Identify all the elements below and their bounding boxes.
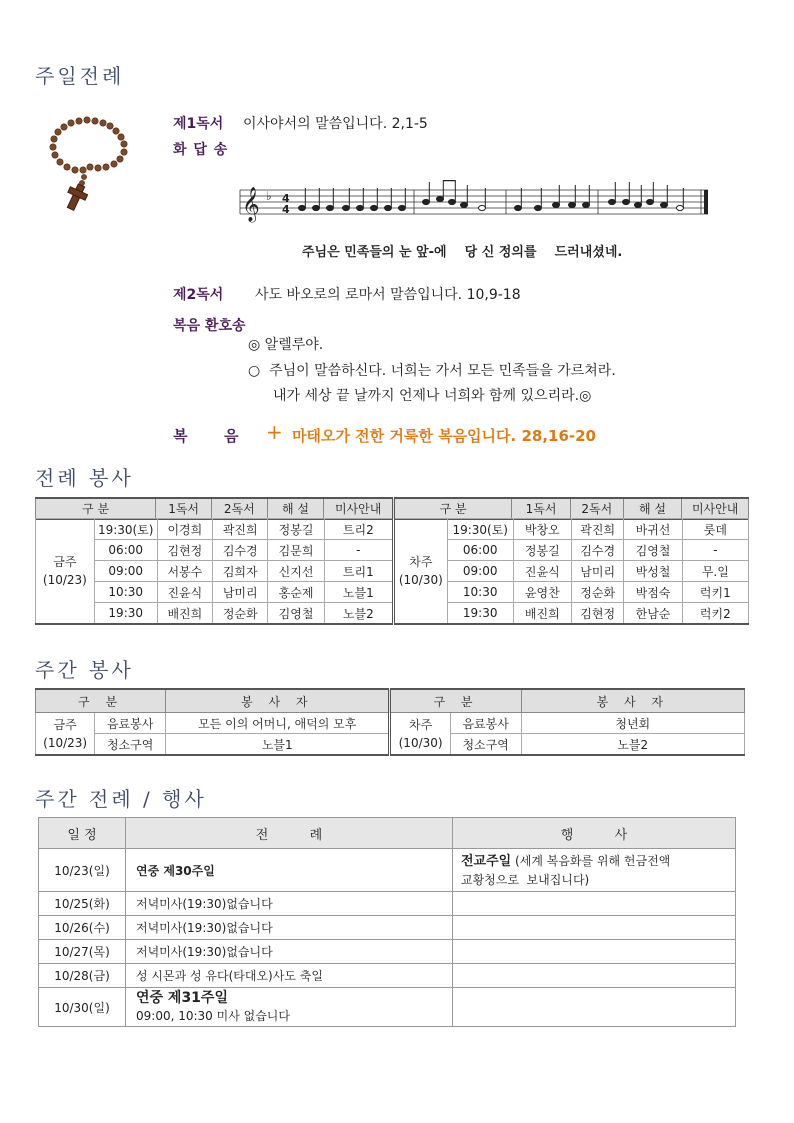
table-row — [36, 561, 749, 582]
table-cell: 트리1 — [324, 561, 393, 582]
table-cell: 정순화 — [213, 603, 268, 625]
section-title-weekly-service: 주간 봉사 — [35, 658, 134, 682]
acclamation-line3: 내가 세상 끝 날까지 언제나 너희와 함께 있으리라.◎ — [273, 388, 592, 404]
header-usher-next: 미사안내 — [682, 498, 749, 519]
svg-text:4: 4 — [282, 192, 290, 205]
table-cell: 남미리 — [571, 561, 623, 582]
table-cell: 바귀선 — [624, 519, 682, 540]
acclamation-line1: ◎ 알렐루야. — [248, 337, 324, 353]
header-weekly-category-next: 구 분 — [390, 689, 521, 713]
table-cell: 모든 이의 어머니, 애덕의 모후 — [166, 713, 390, 734]
weekly-schedule-table — [38, 817, 736, 1027]
reading2-text: 사도 바오로의 로마서 말씀입니다. 10,9-18 — [255, 287, 521, 303]
psalm-label: 화 답 송 — [173, 142, 229, 158]
table-cell: 청소구역 — [95, 734, 166, 756]
table-cell: 10:30 — [94, 582, 157, 603]
table-cell — [453, 940, 736, 964]
table-cell: 진윤식 — [157, 582, 212, 603]
table-cell: 10/30(일) — [39, 988, 126, 1027]
reading1-text: 이사야서의 말씀입니다. 2,1-5 — [243, 116, 428, 132]
header-liturgy: 전 례 — [126, 818, 453, 849]
table-cell: 정봉길 — [268, 519, 324, 540]
table-cell: 연중 제31주일 09:00, 10:30 미사 없습니다 — [126, 988, 453, 1027]
table-cell: 19:30 — [447, 603, 513, 625]
table-cell: 19:30(토) — [447, 519, 513, 540]
table-cell: 성 시몬과 성 유다(타대오)사도 축일 — [126, 964, 453, 988]
table-cell: 배진희 — [157, 603, 212, 625]
table-cell: 10/23(일) — [39, 849, 126, 892]
table-row — [36, 713, 745, 734]
table-cell: 음료봉사 — [95, 713, 166, 734]
table-cell: 남미리 — [213, 582, 268, 603]
table-cell: 19:30(토) — [94, 519, 157, 540]
table-cell: 연중 제30주일 — [126, 849, 453, 892]
table-cell: 곽진희 — [571, 519, 623, 540]
header-commentary-next: 해 설 — [623, 498, 682, 519]
table-row — [39, 916, 736, 940]
table-cell: 럭키2 — [682, 603, 748, 625]
table-row — [39, 964, 736, 988]
header-weekly-category-this: 구 분 — [36, 689, 166, 713]
svg-text:𝄞: 𝄞 — [242, 187, 260, 222]
table-cell: 06:00 — [94, 540, 157, 561]
table-cell: 김영철 — [268, 603, 324, 625]
table-cell: - — [682, 540, 748, 561]
section-title-liturgy-service: 전례 봉사 — [35, 466, 134, 490]
next-week-cell: 차주 (10/30) — [393, 519, 447, 625]
table-cell: 19:30 — [94, 603, 157, 625]
table-cell: 박창오 — [513, 519, 571, 540]
header-usher-this: 미사안내 — [324, 498, 394, 519]
table-row — [39, 849, 736, 892]
table-cell: 박점숙 — [624, 582, 682, 603]
gospel-cross-icon: + — [266, 420, 283, 444]
table-cell: 청소구역 — [450, 734, 521, 756]
gospel-label: 복 음 — [173, 427, 239, 445]
gospel-text: 마태오가 전한 거룩한 복음입니다. 28,16-20 — [292, 427, 596, 445]
header-event: 행 사 — [453, 818, 736, 849]
table-cell: 신지선 — [268, 561, 324, 582]
table-cell: 홍순제 — [268, 582, 324, 603]
table-cell — [453, 892, 736, 916]
header-reading1-next: 1독서 — [512, 498, 571, 519]
section-title-weekly-schedule: 주간 전례 / 행사 — [35, 787, 207, 811]
table-cell: 김희자 — [213, 561, 268, 582]
table-cell: - — [324, 540, 393, 561]
liturgy-service-table — [35, 497, 749, 520]
weekly-service-table — [35, 688, 745, 756]
table-cell: 저녁미사(19:30)없습니다 — [126, 940, 453, 964]
table-cell: 이경희 — [157, 519, 212, 540]
svg-text:♭: ♭ — [266, 189, 272, 203]
table-cell: 전교주일 (세계 복음화를 위해 헌금전액 교황청으로 보내집니다) — [453, 849, 736, 892]
table-cell: 노블1 — [324, 582, 393, 603]
table-cell: 노블1 — [166, 734, 390, 756]
table-row — [36, 540, 749, 561]
table-cell: 김현정 — [157, 540, 212, 561]
table-cell — [453, 916, 736, 940]
table-cell: 무.일 — [682, 561, 748, 582]
table-cell: 노블2 — [521, 734, 744, 756]
table-cell: 김문희 — [268, 540, 324, 561]
liturgy-service-body — [35, 518, 749, 625]
rosary-image — [44, 112, 134, 212]
table-row — [36, 603, 749, 625]
table-cell: 09:00 — [447, 561, 513, 582]
svg-text:4: 4 — [282, 203, 290, 216]
table-cell: 배진희 — [513, 603, 571, 625]
header-weekly-volunteer-this: 봉 사 자 — [166, 689, 390, 713]
psalm-lyrics: 주님은 민족들의 눈 앞-에 당 신 정의를 드러내셨네. — [302, 245, 623, 260]
table-row — [39, 988, 736, 1027]
this-week-cell: 금주 (10/23) — [36, 519, 95, 625]
table-cell — [453, 964, 736, 988]
table-cell: 박성철 — [624, 561, 682, 582]
table-cell: 06:00 — [447, 540, 513, 561]
table-cell: 저녁미사(19:30)없습니다 — [126, 916, 453, 940]
reading2-label: 제2독서 — [173, 287, 224, 303]
header-category-this: 구 분 — [36, 498, 156, 519]
table-row — [39, 940, 736, 964]
table-cell: 김수경 — [213, 540, 268, 561]
table-cell: 진윤식 — [513, 561, 571, 582]
table-row — [39, 892, 736, 916]
table-cell: 10:30 — [447, 582, 513, 603]
table-cell: 음료봉사 — [450, 713, 521, 734]
table-cell: 10/26(수) — [39, 916, 126, 940]
table-cell: 곽진희 — [213, 519, 268, 540]
acclamation-line2: ○ 주님이 말씀하신다. 너희는 가서 모든 민족들을 가르쳐라. — [248, 363, 616, 379]
table-cell: 룻데 — [682, 519, 748, 540]
weekly-next-week-cell: 차주 (10/30) — [390, 713, 450, 756]
header-reading2-next: 2독서 — [570, 498, 623, 519]
header-reading2-this: 2독서 — [211, 498, 267, 519]
table-cell: 10/27(목) — [39, 940, 126, 964]
table-cell: 노블2 — [324, 603, 393, 625]
table-cell: 김수경 — [571, 540, 623, 561]
table-cell: 정순화 — [571, 582, 623, 603]
header-date: 일 정 — [39, 818, 126, 849]
table-cell: 김현정 — [571, 603, 623, 625]
header-category-next: 구 분 — [393, 498, 511, 519]
table-cell: 저녁미사(19:30)없습니다 — [126, 892, 453, 916]
table-cell: 트리2 — [324, 519, 393, 540]
acclamation-label: 복음 환호송 — [173, 318, 246, 334]
table-cell: 정봉길 — [513, 540, 571, 561]
table-cell: 서봉수 — [157, 561, 212, 582]
table-cell: 윤영찬 — [513, 582, 571, 603]
header-weekly-volunteer-next: 봉 사 자 — [521, 689, 744, 713]
header-commentary-this: 해 설 — [267, 498, 324, 519]
psalm-music-score — [238, 180, 710, 238]
table-cell — [453, 988, 736, 1027]
reading1-label: 제1독서 — [173, 116, 224, 132]
table-row — [36, 582, 749, 603]
header-reading1-this: 1독서 — [156, 498, 212, 519]
table-cell: 10/25(화) — [39, 892, 126, 916]
table-cell: 럭키1 — [682, 582, 748, 603]
section-title-sunday-liturgy: 주일전례 — [35, 64, 125, 88]
table-cell: 한남순 — [624, 603, 682, 625]
table-cell: 09:00 — [94, 561, 157, 582]
table-cell: 김영철 — [624, 540, 682, 561]
table-cell: 10/28(금) — [39, 964, 126, 988]
table-cell: 청년회 — [521, 713, 744, 734]
weekly-this-week-cell: 금주 (10/23) — [36, 713, 95, 756]
